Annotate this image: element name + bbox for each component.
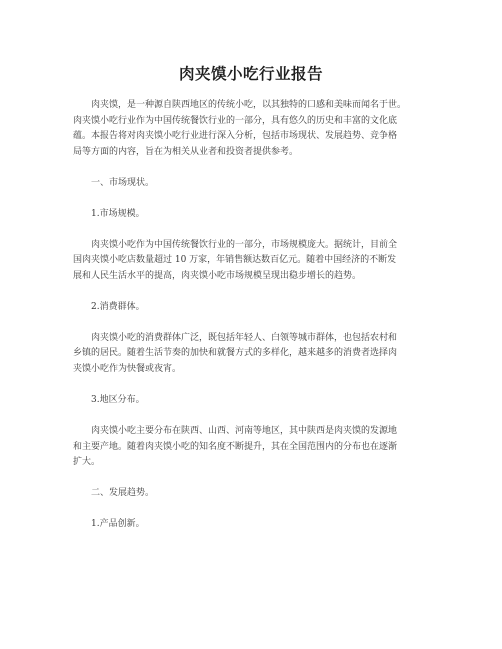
paragraph-line: 肉夹馍，是一种源自陕西地区的传统小吃，以其独特的口感和美味而闻名于世。 xyxy=(91,100,407,110)
paragraph-line: 展和人民生活水平的提高，肉夹馍小吃市场规模呈现出稳步增长的趋势。 xyxy=(73,270,362,281)
paragraph-line: 肉夹馍小吃主要分布在陕西、山西、河南等地区，其中陕西是肉夹馍的发源地 xyxy=(91,426,398,437)
subheading-product-innovation: 1.产品创新。 xyxy=(91,519,145,530)
paragraph-line: 肉夹馍小吃作为中国传统餐饮行业的一部分，市场规模庞大。据统计，目前全 xyxy=(91,239,398,250)
market-size-paragraph xyxy=(73,238,433,285)
subheading-consumer-group: 2.消费群体。 xyxy=(91,301,145,312)
paragraph-line: 扩大。 xyxy=(73,457,101,468)
section-heading-development-trend: 二、发展趋势。 xyxy=(91,488,155,499)
subheading-regional-distribution: 3.地区分布。 xyxy=(91,395,145,406)
subheading-market-size: 1.市场规模。 xyxy=(91,208,145,219)
regional-distribution-paragraph xyxy=(73,424,433,471)
paragraph-line: 局等方面的内容，旨在为相关从业者和投资者提供参考。 xyxy=(73,146,299,157)
paragraph-line: 乡镇的居民。随着生活节奏的加快和就餐方式的多样化，越来越多的消费者选择肉 xyxy=(73,348,398,359)
paragraph-line: 国肉夹馍小吃店数量超过 10 万家，年销售额达数百亿元。随着中国经济的不断发 xyxy=(73,255,397,266)
intro-paragraph xyxy=(73,98,433,160)
section-heading-market-status: 一、市场现状。 xyxy=(91,177,155,188)
consumer-group-paragraph xyxy=(73,331,433,378)
document-body xyxy=(73,98,433,533)
paragraph-line: 蕴。本报告将对肉夹馍小吃行业进行深入分析，包括市场现状、发展趋势、竞争格 xyxy=(73,131,398,142)
paragraph-line: 肉夹馍小吃行业作为中国传统餐饮行业的一部分，具有悠久的历史和丰富的文化底 xyxy=(73,115,398,126)
document-title: 肉夹馍小吃行业报告 xyxy=(178,65,323,83)
paragraph-line: 夹馍小吃作为快餐或夜宵。 xyxy=(73,364,182,375)
paragraph-line: 和主要产地。随着肉夹馍小吃的知名度不断提升，其在全国范围内的分布也在逐渐 xyxy=(73,441,398,452)
paragraph-line: 肉夹馍小吃的消费群体广泛，既包括年轻人、白领等城市群体，也包括农村和 xyxy=(91,332,398,343)
